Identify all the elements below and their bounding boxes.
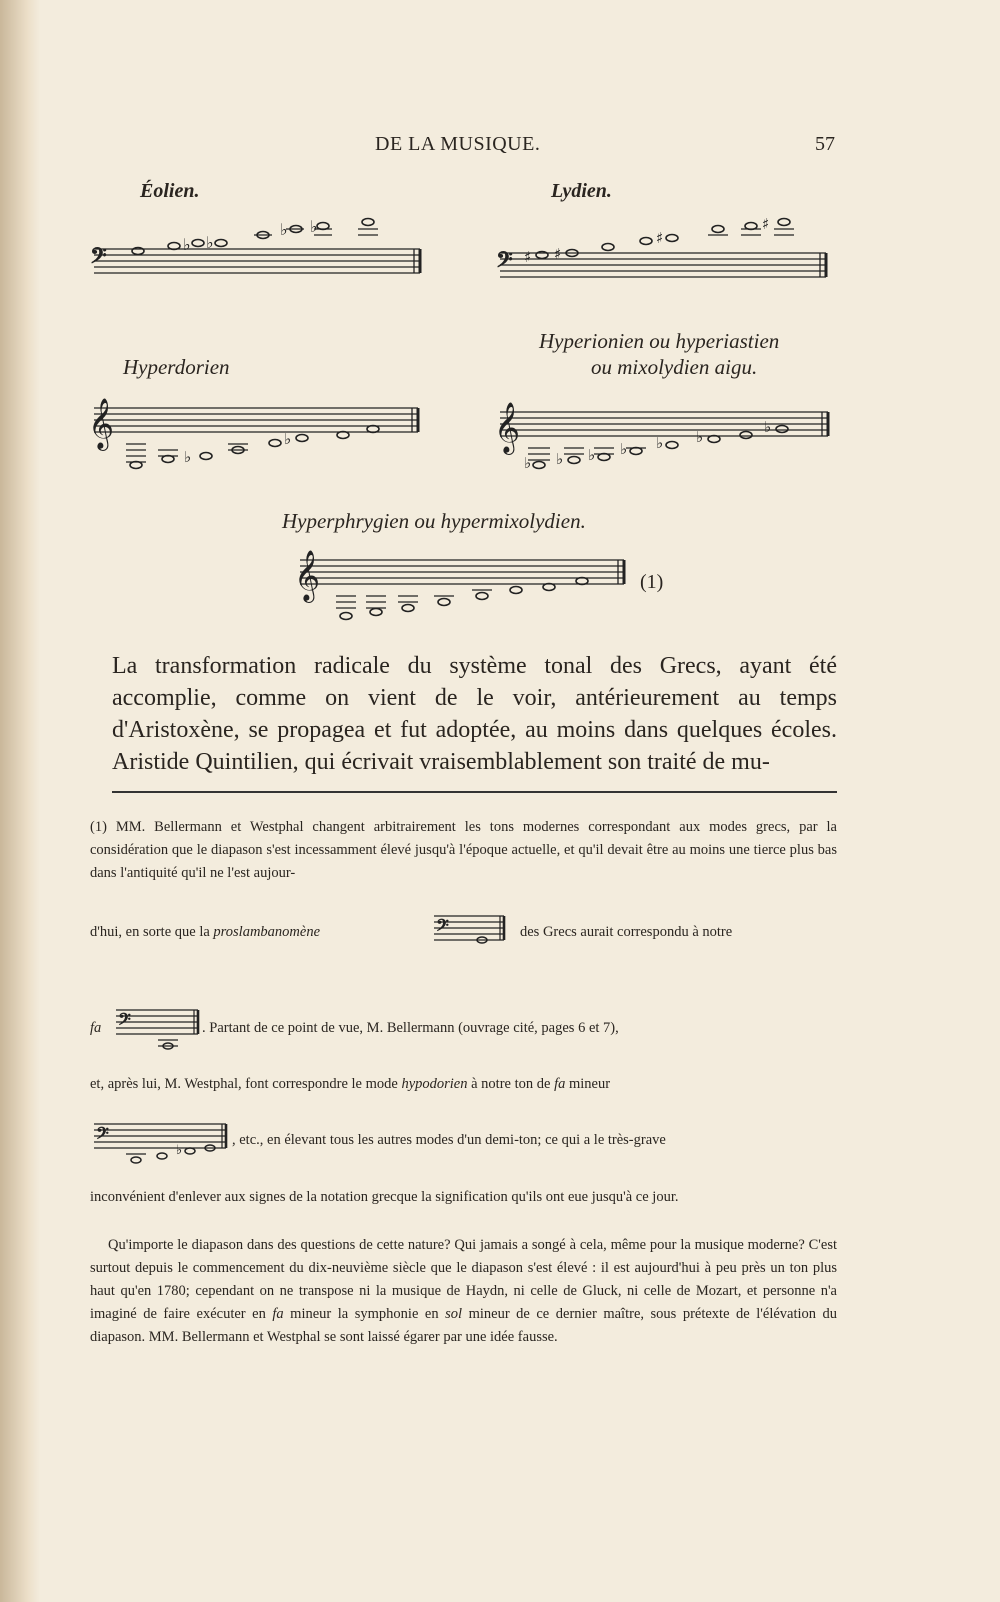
mode-label-eolien: Éolien. xyxy=(140,180,200,202)
svg-text:𝄢: 𝄢 xyxy=(118,1009,131,1033)
svg-text:𝄢: 𝄢 xyxy=(96,1123,109,1147)
svg-text:♯: ♯ xyxy=(762,215,770,233)
svg-text:𝄞: 𝄞 xyxy=(88,398,115,449)
fn-text: à notre ton de xyxy=(471,1076,551,1092)
footnote-line-proslambanomene xyxy=(90,924,320,941)
fn-italic-hypodorien: hypodorien xyxy=(401,1076,468,1092)
svg-text:𝄢: 𝄢 xyxy=(90,244,107,274)
footnote-paragraph-3 xyxy=(90,1234,837,1349)
fn-line-suffix-2 xyxy=(202,1020,619,1037)
mode-label-hyperphrygien: Hyperphrygien ou hypermixolydien. xyxy=(282,509,586,533)
svg-text:♭: ♭ xyxy=(696,428,704,446)
footnote-line-hypodorien xyxy=(90,1076,610,1093)
fn-text: d'hui, en sorte que la xyxy=(90,924,210,940)
svg-text:♭: ♭ xyxy=(524,454,532,472)
svg-text:𝄢: 𝄢 xyxy=(496,248,513,278)
footnote-marker: (1) xyxy=(640,571,664,593)
svg-text:♭: ♭ xyxy=(556,450,564,468)
svg-text:♭: ♭ xyxy=(764,418,772,436)
mode-label-mixolydien-aigu: ou mixolydien aigu. xyxy=(591,355,758,379)
fn-text: des Grecs aurait correspondu à notre xyxy=(520,924,733,940)
svg-text:♯: ♯ xyxy=(524,248,532,266)
staff-hyperphrygien xyxy=(294,550,634,630)
svg-text:♭: ♭ xyxy=(280,220,288,239)
body-paragraph: La transformation radicale du système tonal des Grecs, ayant été accomplie, comme on vient de le voir, antérieurement au temps d'Aristoxène, se propagea et fut adoptée, au moins dans quelques écoles. Aristide Quintilien, qui écrivait vraisemblablement son traité de mu- xyxy=(112,653,837,775)
fn-text: , etc., en élevant tous les autres modes d'un demi-ton; ce qui a le très-grave xyxy=(232,1132,666,1148)
svg-text:♭: ♭ xyxy=(656,434,664,452)
svg-text:♭: ♭ xyxy=(176,1143,183,1158)
svg-text:♭: ♭ xyxy=(620,440,628,458)
footnote-rule xyxy=(112,791,837,793)
fn-text: et, après lui, M. Westphal, font correspondre le mode xyxy=(90,1076,398,1092)
mode-label-hyperionien: Hyperionien ou hyperiastien xyxy=(539,329,780,353)
fn-italic-sol: sol xyxy=(445,1306,463,1322)
staff-eolien xyxy=(88,205,428,285)
fn-text: Qu'importe le diapason dans des questions de cette nature? Qui jamais a songé à cela, même pour la musique moderne? C'est surtout depuis le commencement du dix-neuvième siècle que le diapason s'est élevé : il est aujourd'hui à peu près un ton plus haut qu'en 1780; cependant on ne transpose ni la musique de Haydn, ni celle de Gluck, ni celle de Mozart, et personne n'a imaginé de faire exécuter en xyxy=(90,1237,837,1322)
fn-italic-fa-2: fa xyxy=(554,1076,566,1092)
svg-text:𝄞: 𝄞 xyxy=(294,550,321,601)
staff-lydien xyxy=(496,205,836,290)
footnote-paragraph-2: inconvénient d'enlever aux signes de la notation grecque la signification qu'ils ont eue jusqu'à ce jour. xyxy=(90,1189,679,1205)
svg-text:♭: ♭ xyxy=(310,217,318,236)
fn-italic-fa-3: fa xyxy=(272,1306,284,1322)
svg-text:♭: ♭ xyxy=(588,446,596,464)
footnote-paragraph-1: (1) MM. Bellermann et Westphal changent arbitrairement les tons modernes correspondant aux modes grecs, par la considération que le diapason s'est incessamment élevé jusqu'à l'époque actuelle, et qu'il devait être au moins une tierce plus bas dans l'antiquité qu'il ne l'est aujour- xyxy=(90,819,837,881)
fn-text: mineur de ce dernier maître, sous prétexte de l'élévation du diapason. MM. Bellermann et Westphal se sont laissé égarer par une idée fausse. xyxy=(90,1306,838,1345)
page-number: 57 xyxy=(815,133,835,155)
fn-line-suffix-1 xyxy=(520,924,732,941)
svg-text:♭: ♭ xyxy=(184,448,192,466)
mode-label-lydien: Lydien. xyxy=(551,180,612,202)
mode-label-hyperdorien: Hyperdorien xyxy=(123,355,230,379)
fn-fa-label xyxy=(90,1020,101,1037)
staff-fa xyxy=(112,1006,202,1058)
staff-proslambanomene xyxy=(430,912,510,958)
fn-text: mineur xyxy=(568,1076,611,1092)
svg-text:♭: ♭ xyxy=(284,430,292,448)
svg-text:♯: ♯ xyxy=(656,229,664,247)
svg-text:♯: ♯ xyxy=(554,245,562,263)
running-title: DE LA MUSIQUE. xyxy=(375,133,541,155)
fn-italic-fa: fa xyxy=(90,1020,102,1036)
svg-text:𝄢: 𝄢 xyxy=(436,915,449,939)
fn-line-etc xyxy=(232,1132,666,1149)
fn-italic-proslambanomene: proslambanomène xyxy=(213,924,321,940)
svg-text:♭: ♭ xyxy=(206,233,214,252)
svg-text:♭: ♭ xyxy=(183,235,191,254)
staff-hyperdorien xyxy=(88,398,428,493)
svg-text:𝄞: 𝄞 xyxy=(494,402,521,453)
page-edge-shadow xyxy=(0,0,40,1602)
page-header xyxy=(0,133,1000,163)
fn-text: . Partant de ce point de vue, M. Bellermann (ouvrage cité, pages 6 et 7), xyxy=(202,1020,619,1036)
fn-text: mineur la symphonie en xyxy=(290,1306,439,1322)
staff-fa-mineur xyxy=(90,1120,230,1172)
staff-hyperionien xyxy=(494,402,839,482)
